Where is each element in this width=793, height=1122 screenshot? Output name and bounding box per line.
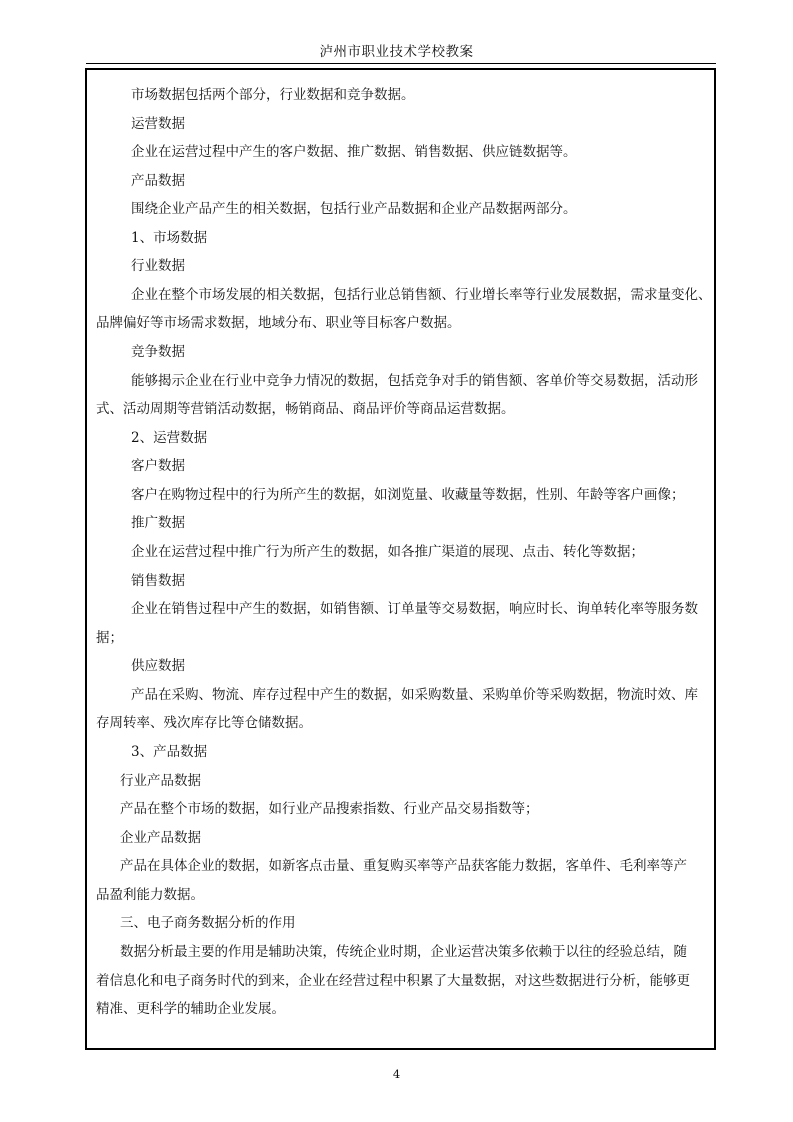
text-line: 产品在具体企业的数据，如新客点击量、重复购买率等产品获客能力数据，客单件、毛利率等产	[120, 858, 687, 874]
text-line: 精准、更科学的辅助企业发展。	[96, 1001, 285, 1017]
section-heading-ecommerce-analysis-role: 三、电子商务数据分析的作用	[120, 915, 296, 931]
section-heading-market-data: 1、市场数据	[131, 230, 208, 246]
header-rule	[86, 63, 716, 64]
text-line: 市场数据包括两个部分，行业数据和竞争数据。	[131, 87, 415, 103]
text-line: 数据分析最主要的作用是辅助决策，传统企业时期，企业运营决策多依赖于以往的经验总结，随	[120, 944, 687, 960]
text-line: 存周转率、残次库存比等仓储数据。	[96, 715, 312, 731]
text-line: 式、活动周期等营销活动数据，畅销商品、商品评价等商品运营数据。	[96, 401, 515, 417]
text-line: 能够揭示企业在行业中竞争力情况的数据，包括竞争对手的销售额、客单价等交易数据，活动形	[131, 373, 698, 389]
subheading-competition-data: 竞争数据	[131, 344, 185, 360]
subheading-enterprise-product-data: 企业产品数据	[120, 830, 201, 846]
text-line: 企业在运营过程中推广行为所产生的数据，如各推广渠道的展现、点击、转化等数据；	[131, 544, 644, 560]
page-header-title: 泸州市职业技术学校教案	[319, 44, 474, 60]
text-line: 企业在销售过程中产生的数据，如销售额、订单量等交易数据，响应时长、询单转化率等服务数	[131, 601, 698, 617]
subheading-product-data: 产品数据	[131, 173, 185, 189]
subheading-promotion-data: 推广数据	[131, 515, 185, 531]
section-heading-product-data: 3、产品数据	[131, 744, 208, 760]
text-line: 产品在采购、物流、库存过程中产生的数据，如采购数量、采购单价等采购数据，物流时效、库	[131, 687, 698, 703]
subheading-operation-data: 运营数据	[131, 116, 185, 132]
section-heading-operation-data: 2、运营数据	[131, 430, 208, 446]
text-line: 品牌偏好等市场需求数据，地域分布、职业等目标客户数据。	[96, 315, 461, 331]
subheading-industry-product-data: 行业产品数据	[120, 773, 201, 789]
text-line: 企业在整个市场发展的相关数据，包括行业总销售额、行业增长率等行业发展数据，需求量变化、	[131, 287, 712, 303]
text-line: 着信息化和电子商务时代的到来，企业在经营过程中积累了大量数据，对这些数据进行分析，能够更	[96, 973, 690, 989]
text-line: 品盈利能力数据。	[96, 887, 204, 903]
subheading-customer-data: 客户数据	[131, 458, 185, 474]
subheading-supply-data: 供应数据	[131, 658, 185, 674]
subheading-sales-data: 销售数据	[131, 573, 185, 589]
page-number: 4	[392, 1067, 401, 1081]
text-line: 产品在整个市场的数据，如行业产品搜索指数、行业产品交易指数等；	[120, 801, 539, 817]
subheading-industry-data: 行业数据	[131, 258, 185, 274]
text-line: 据；	[96, 630, 123, 646]
text-line: 企业在运营过程中产生的客户数据、推广数据、销售数据、供应链数据等。	[131, 144, 577, 160]
text-line: 围绕企业产品产生的相关数据，包括行业产品数据和企业产品数据两部分。	[131, 201, 577, 217]
text-line: 客户在购物过程中的行为所产生的数据，如浏览量、收藏量等数据，性别、年龄等客户画像；	[131, 487, 685, 503]
